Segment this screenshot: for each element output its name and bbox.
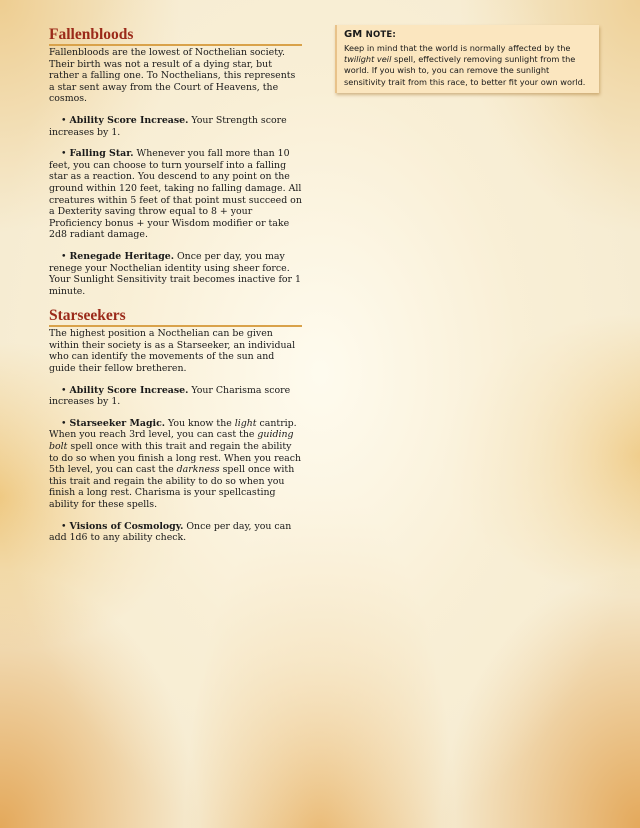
fallenbloods-trait-falling-star [49,148,302,241]
left-column [49,26,302,554]
starseekers-intro: The highest position a Nocthelian can be given within their society is as a Starseeker, an individual who can identify the movements of the sun and guide their fellow bretheren. [49,328,296,375]
spell-name-twilight-veil: twilight veil [344,54,392,65]
fallenbloods-heading: Fallenbloods [49,26,302,46]
bullet: • [61,417,67,429]
bullet: • [61,520,67,532]
note-text: Keep in mind that the world is normally affected by the [344,43,571,53]
trait-text: Whenever you fall more than 10 feet, you can choose to turn yourself into a falling star as a reaction. You descend to any point on the ground within 120 feet, taking no falling damage. All creatures within 5 feet of that point must succeed on a Dexterity saving throw equal to 8 + your Proficiency bonus + your Wisdom modifier or take 2d8 radiant damage. [49,148,302,241]
gm-note-title [344,28,593,42]
trait-text: Your Strength score increases by 1. [49,114,287,138]
fallenbloods-trait-ability-score [49,115,302,138]
trait-text: You know the [165,417,235,429]
starseekers-trait-magic [49,418,302,511]
starseekers-trait-visions [49,521,302,544]
bullet: • [61,250,67,262]
trait-text: cantrip. When you reach 3rd level, you can cast the [49,417,297,441]
starseekers-trait-ability-score [49,385,302,408]
trait-name: Starseeker Magic. [69,417,166,429]
trait-text: spell once with this trait and regain the ability to do so when you finish a long rest. Charisma is your spellcasting ability for these spells. [49,464,295,510]
trait-name: Renegade Heritage. [69,250,174,262]
trait-name: Falling Star. [69,148,134,160]
trait-text: spell once with this trait and regain the ability to do so when you finish a long rest. When you reach 5th level, you can cast the [49,441,302,476]
bullet: • [61,114,67,126]
trait-text: Once per day, you can add 1d6 to any ability check. [49,520,292,544]
spell-name-darkness: darkness [176,464,220,476]
fallenbloods-trait-renegade-heritage [49,251,302,297]
gm-note-title-gm: GM [344,29,366,40]
gm-note-text [344,43,593,88]
gm-note-title-note: NOTE: [365,30,396,40]
gm-note-box [335,25,599,93]
bullet: • [61,148,67,160]
trait-text: Once per day, you may renege your Nocthelian identity using sheer force. Your Sunlight Sensitivity trait becomes inactive for 1 minute. [49,250,301,297]
spell-name-light: light [234,417,257,429]
fallenbloods-intro: Fallenbloods are the lowest of Nocthelian society. Their birth was not a result of a dying star, but rather a falling one. To Nocthelians, this represents a star sent away from the Court of Heavens, the cosmos. [49,47,296,105]
trait-name: Ability Score Increase. [69,114,189,126]
trait-text: Your Charisma score increases by 1. [49,384,291,408]
trait-name: Visions of Cosmology. [69,520,184,532]
starseekers-heading: Starseekers [49,307,302,327]
spell-name-guiding-bolt: guiding bolt [49,429,294,453]
bullet: • [61,384,67,396]
trait-name: Ability Score Increase. [69,384,189,396]
note-text: spell, effectively removing sunlight from the world. If you wish to, you can remove the sunlight sensitivity trait from this race, to better fit your own world. [344,54,586,87]
